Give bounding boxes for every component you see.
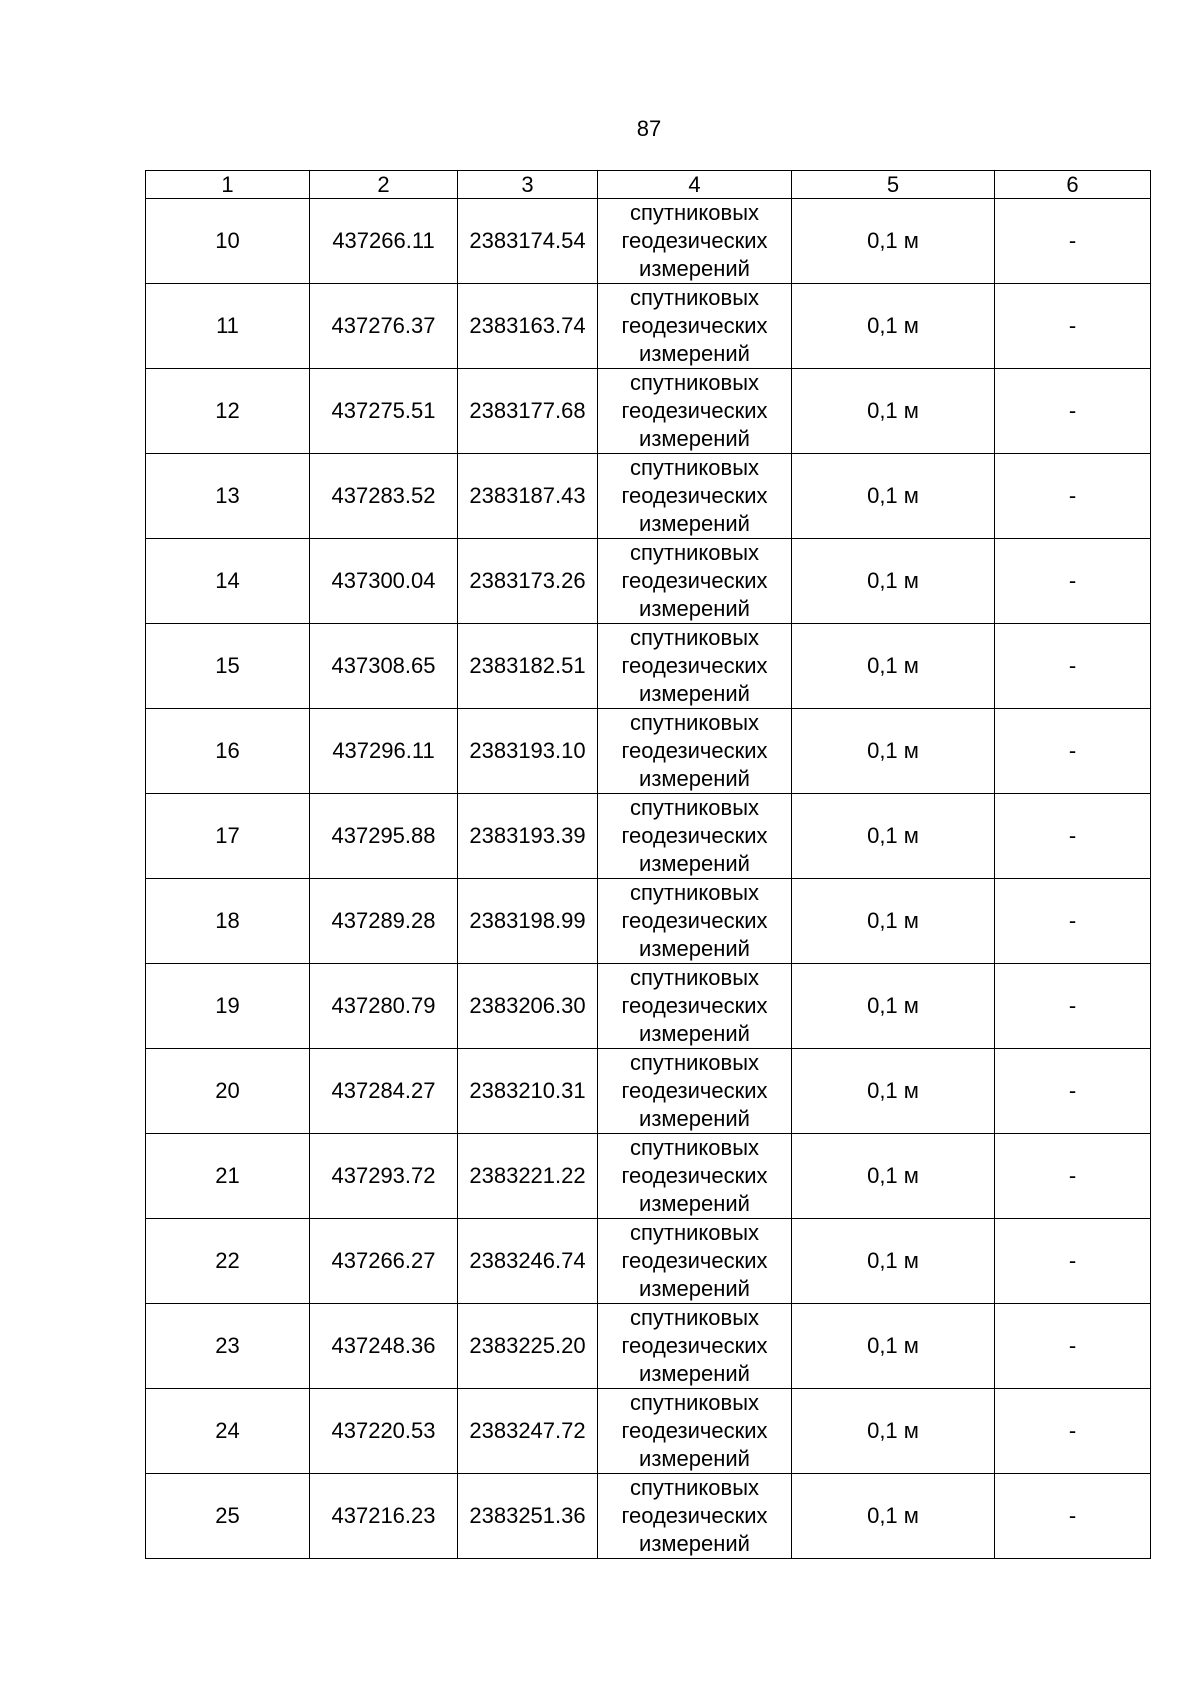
method-line: измерений (639, 1531, 750, 1556)
y-coordinate-cell: 2383182.51 (458, 624, 598, 709)
accuracy-cell: 0,1 м (792, 284, 995, 369)
y-coordinate-cell: 2383251.36 (458, 1474, 598, 1559)
method-line: измерений (639, 681, 750, 706)
method-line: геодезических (621, 823, 768, 848)
point-number-cell: 11 (146, 284, 310, 369)
point-number-cell: 17 (146, 794, 310, 879)
method-line: спутниковых (629, 1220, 760, 1245)
method-line: спутниковых (629, 710, 760, 735)
method-cell (598, 1134, 792, 1219)
method-line: геодезических (621, 1248, 768, 1273)
method-line: измерений (639, 426, 750, 451)
y-coordinate-cell: 2383187.43 (458, 454, 598, 539)
method-cell (598, 284, 792, 369)
table-row (146, 454, 1151, 539)
method-line: спутниковых (629, 370, 760, 395)
accuracy-cell: 0,1 м (792, 1304, 995, 1389)
y-coordinate-cell: 2383246.74 (458, 1219, 598, 1304)
x-coordinate-cell: 437220.53 (310, 1389, 458, 1474)
x-coordinate-cell: 437289.28 (310, 879, 458, 964)
column-header-3: 3 (458, 171, 598, 199)
accuracy-cell: 0,1 м (792, 964, 995, 1049)
point-number-cell: 25 (146, 1474, 310, 1559)
x-coordinate-cell: 437216.23 (310, 1474, 458, 1559)
column-header-1: 1 (146, 171, 310, 199)
accuracy-cell: 0,1 м (792, 794, 995, 879)
table-row (146, 964, 1151, 1049)
column-header-5: 5 (792, 171, 995, 199)
accuracy-cell: 0,1 м (792, 1219, 995, 1304)
note-cell: - (995, 624, 1151, 709)
method-line: геодезических (621, 398, 768, 423)
method-line: геодезических (621, 1163, 768, 1188)
method-line: геодезических (621, 653, 768, 678)
point-number-cell: 15 (146, 624, 310, 709)
note-cell: - (995, 454, 1151, 539)
method-cell (598, 199, 792, 284)
note-cell: - (995, 964, 1151, 1049)
coordinates-table (145, 170, 1151, 1559)
method-cell (598, 794, 792, 879)
method-line: геодезических (621, 1418, 768, 1443)
accuracy-cell: 0,1 м (792, 1389, 995, 1474)
x-coordinate-cell: 437283.52 (310, 454, 458, 539)
method-line: спутниковых (629, 795, 760, 820)
note-cell: - (995, 1304, 1151, 1389)
table-row (146, 1049, 1151, 1134)
point-number-cell: 18 (146, 879, 310, 964)
method-line: измерений (639, 341, 750, 366)
note-cell: - (995, 1389, 1151, 1474)
y-coordinate-cell: 2383221.22 (458, 1134, 598, 1219)
table-row (146, 369, 1151, 454)
method-line: спутниковых (629, 1390, 760, 1415)
method-line: спутниковых (629, 965, 760, 990)
point-number-cell: 10 (146, 199, 310, 284)
method-line: геодезических (621, 313, 768, 338)
y-coordinate-cell: 2383193.10 (458, 709, 598, 794)
table-row (146, 1219, 1151, 1304)
method-line: спутниковых (629, 1050, 760, 1075)
accuracy-cell: 0,1 м (792, 1049, 995, 1134)
x-coordinate-cell: 437248.36 (310, 1304, 458, 1389)
method-line: измерений (639, 511, 750, 536)
note-cell: - (995, 1474, 1151, 1559)
point-number-cell: 20 (146, 1049, 310, 1134)
method-line: геодезических (621, 568, 768, 593)
x-coordinate-cell: 437293.72 (310, 1134, 458, 1219)
method-line: геодезических (621, 1078, 768, 1103)
method-line: спутниковых (629, 200, 760, 225)
method-cell (598, 879, 792, 964)
accuracy-cell: 0,1 м (792, 1474, 995, 1559)
note-cell: - (995, 879, 1151, 964)
y-coordinate-cell: 2383177.68 (458, 369, 598, 454)
method-line: измерений (639, 256, 750, 281)
note-cell: - (995, 709, 1151, 794)
accuracy-cell: 0,1 м (792, 454, 995, 539)
y-coordinate-cell: 2383247.72 (458, 1389, 598, 1474)
method-line: измерений (639, 1191, 750, 1216)
method-line: спутниковых (629, 880, 760, 905)
point-number-cell: 12 (146, 369, 310, 454)
note-cell: - (995, 1219, 1151, 1304)
method-line: измерений (639, 1446, 750, 1471)
y-coordinate-cell: 2383193.39 (458, 794, 598, 879)
accuracy-cell: 0,1 м (792, 369, 995, 454)
x-coordinate-cell: 437266.11 (310, 199, 458, 284)
page-number: 87 (636, 116, 662, 141)
method-line: геодезических (621, 483, 768, 508)
method-line: измерений (639, 851, 750, 876)
method-line: измерений (639, 1276, 750, 1301)
y-coordinate-cell: 2383173.26 (458, 539, 598, 624)
point-number-cell: 13 (146, 454, 310, 539)
table-row (146, 1389, 1151, 1474)
table-header-row (146, 171, 1151, 199)
point-number-cell: 23 (146, 1304, 310, 1389)
point-number-cell: 19 (146, 964, 310, 1049)
table-row (146, 199, 1151, 284)
x-coordinate-cell: 437275.51 (310, 369, 458, 454)
point-number-cell: 24 (146, 1389, 310, 1474)
method-cell (598, 1389, 792, 1474)
method-line: геодезических (621, 228, 768, 253)
method-cell (598, 539, 792, 624)
column-header-6: 6 (995, 171, 1151, 199)
method-line: спутниковых (629, 285, 760, 310)
column-header-4: 4 (598, 171, 792, 199)
note-cell: - (995, 199, 1151, 284)
y-coordinate-cell: 2383206.30 (458, 964, 598, 1049)
method-line: измерений (639, 766, 750, 791)
x-coordinate-cell: 437280.79 (310, 964, 458, 1049)
y-coordinate-cell: 2383210.31 (458, 1049, 598, 1134)
accuracy-cell: 0,1 м (792, 199, 995, 284)
y-coordinate-cell: 2383225.20 (458, 1304, 598, 1389)
note-cell: - (995, 539, 1151, 624)
accuracy-cell: 0,1 м (792, 1134, 995, 1219)
column-header-2: 2 (310, 171, 458, 199)
method-line: геодезических (621, 908, 768, 933)
method-line: измерений (639, 1021, 750, 1046)
method-line: спутниковых (629, 1305, 760, 1330)
y-coordinate-cell: 2383198.99 (458, 879, 598, 964)
method-cell (598, 1049, 792, 1134)
method-line: спутниковых (629, 1135, 760, 1160)
table-row (146, 879, 1151, 964)
note-cell: - (995, 794, 1151, 879)
point-number-cell: 14 (146, 539, 310, 624)
method-line: измерений (639, 1106, 750, 1131)
point-number-cell: 16 (146, 709, 310, 794)
point-number-cell: 21 (146, 1134, 310, 1219)
method-cell (598, 709, 792, 794)
x-coordinate-cell: 437295.88 (310, 794, 458, 879)
accuracy-cell: 0,1 м (792, 539, 995, 624)
method-cell (598, 624, 792, 709)
method-line: спутниковых (629, 455, 760, 480)
x-coordinate-cell: 437284.27 (310, 1049, 458, 1134)
method-cell (598, 964, 792, 1049)
method-line: измерений (639, 596, 750, 621)
x-coordinate-cell: 437296.11 (310, 709, 458, 794)
point-number-cell: 22 (146, 1219, 310, 1304)
method-line: измерений (639, 936, 750, 961)
table-row (146, 1304, 1151, 1389)
table-row (146, 1134, 1151, 1219)
note-cell: - (995, 369, 1151, 454)
table-row (146, 624, 1151, 709)
table-row (146, 539, 1151, 624)
note-cell: - (995, 1049, 1151, 1134)
method-cell (598, 454, 792, 539)
method-line: спутниковых (629, 1475, 760, 1500)
method-cell (598, 369, 792, 454)
x-coordinate-cell: 437266.27 (310, 1219, 458, 1304)
method-cell (598, 1219, 792, 1304)
table-row (146, 284, 1151, 369)
table-row (146, 1474, 1151, 1559)
method-cell (598, 1304, 792, 1389)
table-row (146, 794, 1151, 879)
note-cell: - (995, 284, 1151, 369)
accuracy-cell: 0,1 м (792, 624, 995, 709)
method-line: спутниковых (629, 540, 760, 565)
method-line: измерений (639, 1361, 750, 1386)
y-coordinate-cell: 2383174.54 (458, 199, 598, 284)
x-coordinate-cell: 437276.37 (310, 284, 458, 369)
y-coordinate-cell: 2383163.74 (458, 284, 598, 369)
note-cell: - (995, 1134, 1151, 1219)
method-line: геодезических (621, 1503, 768, 1528)
accuracy-cell: 0,1 м (792, 879, 995, 964)
table-row (146, 709, 1151, 794)
method-line: геодезических (621, 738, 768, 763)
method-line: геодезических (621, 1333, 768, 1358)
accuracy-cell: 0,1 м (792, 709, 995, 794)
method-line: геодезических (621, 993, 768, 1018)
x-coordinate-cell: 437300.04 (310, 539, 458, 624)
method-line: спутниковых (629, 625, 760, 650)
table-body (146, 199, 1151, 1559)
x-coordinate-cell: 437308.65 (310, 624, 458, 709)
method-cell (598, 1474, 792, 1559)
